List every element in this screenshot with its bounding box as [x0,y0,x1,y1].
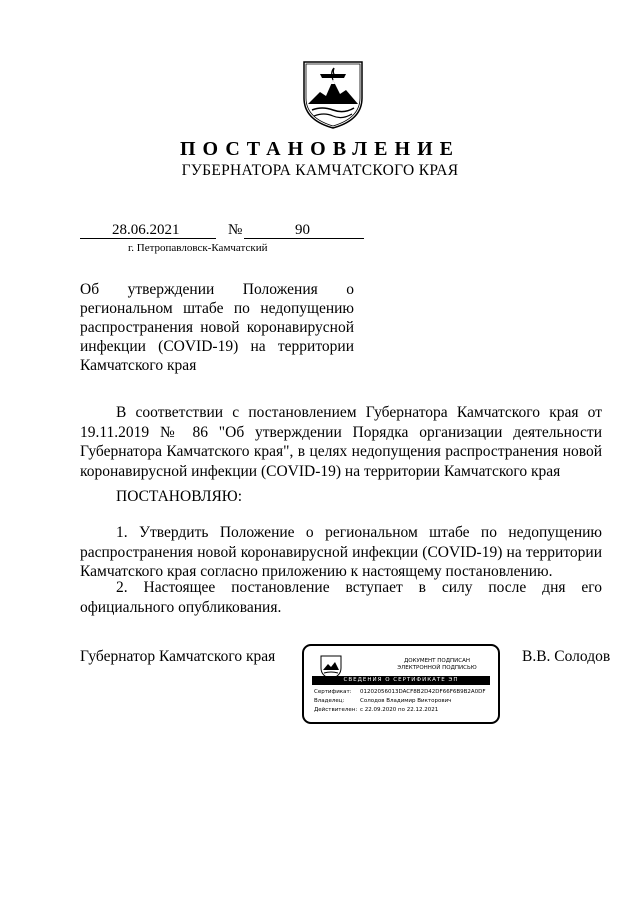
subject-line-last: Камчатского края [80,357,197,374]
document-subject [80,280,354,375]
document-type-title: ПОСТАНОВЛЕНИЕ [180,138,460,160]
date-underline [80,238,216,239]
signatory-name: В.В. Солодов [522,648,611,665]
certificate-value: 01202056013DACF8B2D42DF66F6B9B2A0DF [360,689,486,695]
electronic-signature-stamp [302,644,500,724]
stamp-heading-1: ДОКУМЕНТ ПОДПИСАН [403,658,471,664]
document-number: 90 [295,222,310,238]
intro-paragraph: В соответствии с постановлением Губернатора Камчатского края от 19.11.2019 № 86 "Об утверждении Порядка организации деятельности Губернатора Камчатского края", в целях недопущения распространения новой коронавирусной инфекции (COVID-19) на территории Камчатского края [80,404,602,480]
subject-line-1: Об утверждении Положения [80,281,318,298]
issuer-subtitle: ГУБЕРНАТОРА КАМЧАТСКОГО КРАЯ [181,162,459,179]
clause-1: 1. Утвердить Положение о региональном штабе по недопущению распространения новой коронавирусной инфекции (COVID-19) на территории Камчатского края согласно приложению к настоящему постановлению. [80,524,602,580]
coat-of-arms-emblem-icon [298,58,368,130]
stamp-validity-row [314,707,494,713]
clause-2: 2. Настоящее постановление вступает в силу после дня его официального опубликования. [80,579,602,616]
owner-label: Владелец: [314,698,345,704]
validity-value: с 22.09.2020 по 22.12.2021 [360,707,439,713]
stamp-heading-2: ЭЛЕКТРОННОЙ ПОДПИСЬЮ [397,665,477,671]
stamp-certificate-bar: СВЕДЕНИЯ О СЕРТИФИКАТЕ ЭП [312,676,490,685]
stamp-owner-row [314,698,494,704]
document-city: г. Петропавловск-Камчатский [128,242,268,254]
validity-label: Действителен: [314,707,358,713]
stamp-certificate-row [314,689,494,695]
subject-line-body: о региональном штабе по недопущению распространения новой коронавирусной инфекции (COVID-19) на территории [80,281,355,355]
document-date: 28.06.2021 [112,222,180,238]
signatory-title: Губернатор Камчатского края [80,648,276,665]
number-sign: № [228,222,243,238]
certificate-label: Сертификат: [314,689,352,695]
number-underline [244,238,364,239]
resolve-heading: ПОСТАНОВЛЯЮ: [116,488,243,505]
owner-value: Солодов Владимир Викторович [360,698,452,704]
